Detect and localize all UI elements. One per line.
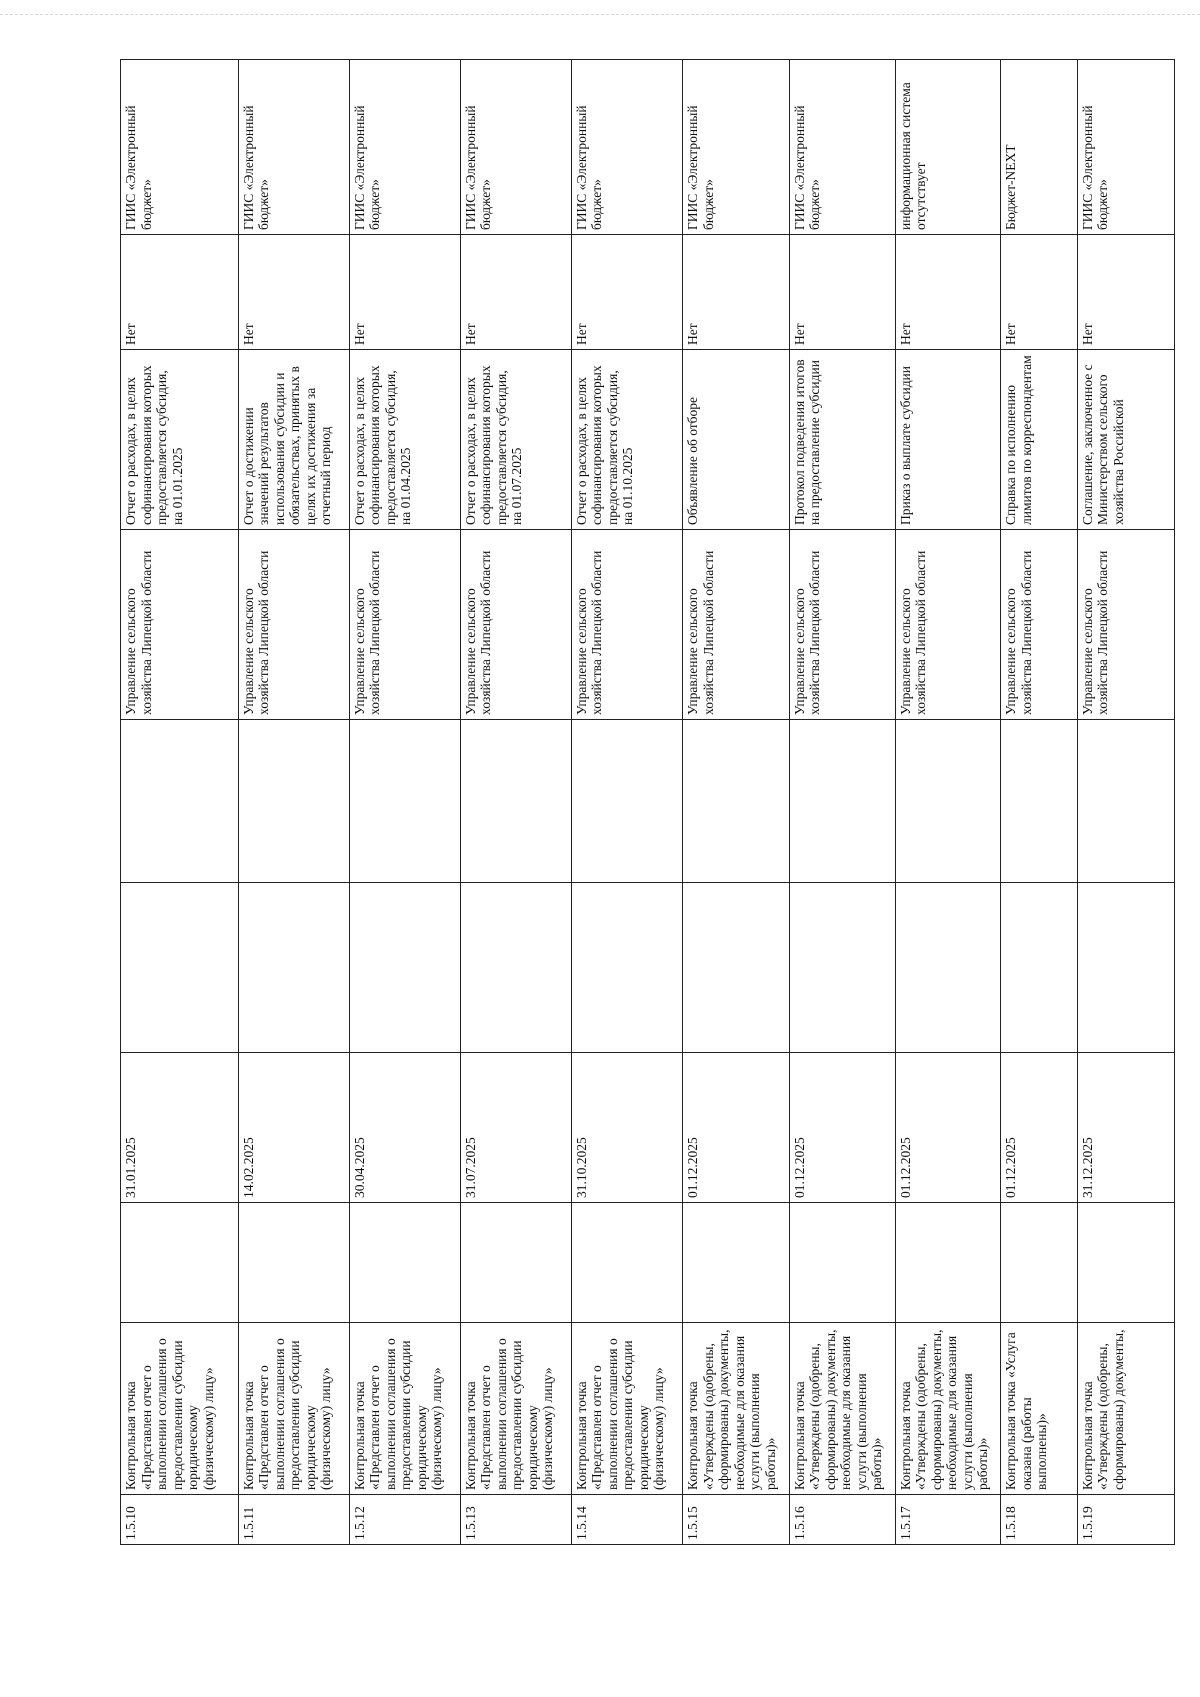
cell-sign-flag: Нет: [1001, 235, 1078, 350]
page-top-dashed-line: [0, 14, 1200, 15]
cell-end-date: 01.12.2025: [1001, 1053, 1078, 1203]
rotated-page-area: [120, 60, 1175, 1545]
cell-responsible: [789, 883, 895, 1053]
cell-start-date: [789, 1203, 895, 1323]
cell-info-system: ГИИС «Электронный бюджет»: [789, 60, 895, 235]
cell-checkpoint-name: Контрольная точка «Утверждены (одобрены, сформированы) документы, необходимые для оказания услуги (выполнения работы)»: [895, 1323, 1001, 1495]
table-row: [349, 60, 460, 1545]
cell-info-system: ГИИС «Электронный бюджет»: [238, 60, 349, 235]
table-row: [238, 60, 349, 1545]
cell-info-system: информационная система отсутствует: [895, 60, 1001, 235]
cell-organization: Управление сельского хозяйства Липецкой области: [683, 530, 790, 720]
cell-executor: [571, 720, 682, 883]
cell-info-system: ГИИС «Электронный бюджет»: [121, 60, 239, 235]
cell-start-date: [238, 1203, 349, 1323]
cell-sign-flag: Нет: [895, 235, 1001, 350]
cell-document: Приказ о выплате субсидии: [895, 350, 1001, 530]
cell-executor: [460, 720, 571, 883]
cell-responsible: [349, 883, 460, 1053]
cell-organization: Управление сельского хозяйства Липецкой области: [895, 530, 1001, 720]
cell-checkpoint-name: Контрольная точка «Представлен отчет о выполнении соглашения о предоставлении субсидии юридическому (физическому) лицу»: [121, 1323, 239, 1495]
cell-end-date: 01.12.2025: [895, 1053, 1001, 1203]
cell-responsible: [1077, 883, 1174, 1053]
cell-row-number: 1.5.17: [895, 1495, 1001, 1545]
cell-responsible: [571, 883, 682, 1053]
cell-executor: [349, 720, 460, 883]
cell-checkpoint-name: Контрольная точка «Утверждены (одобрены, сформированы) документы, необходимые для оказания услуги (выполнения работы)»: [683, 1323, 790, 1495]
cell-document: Отчет о расходах, в целях софинансирования которых предоставляется субсидия, на 01.01.2025: [121, 350, 239, 530]
cell-document: Справка по исполнению лимитов по корреспондентам: [1001, 350, 1078, 530]
cell-organization: Управление сельского хозяйства Липецкой области: [349, 530, 460, 720]
cell-executor: [1001, 720, 1078, 883]
cell-checkpoint-name: Контрольная точка «Услуга оказана (работы выполнены)»: [1001, 1323, 1078, 1495]
cell-organization: Управление сельского хозяйства Липецкой области: [460, 530, 571, 720]
cell-responsible: [683, 883, 790, 1053]
cell-sign-flag: Нет: [683, 235, 790, 350]
cell-start-date: [1077, 1203, 1174, 1323]
rotated-table-wrapper: [120, 60, 1175, 1545]
cell-organization: Управление сельского хозяйства Липецкой области: [238, 530, 349, 720]
cell-checkpoint-name: Контрольная точка «Представлен отчет о выполнении соглашения о предоставлении субсидии юридическому (физическому) лицу»: [349, 1323, 460, 1495]
table-row: [895, 60, 1001, 1545]
cell-start-date: [460, 1203, 571, 1323]
cell-organization: Управление сельского хозяйства Липецкой области: [789, 530, 895, 720]
cell-row-number: 1.5.16: [789, 1495, 895, 1545]
cell-info-system: ГИИС «Электронный бюджет»: [349, 60, 460, 235]
table-row: [1001, 60, 1078, 1545]
cell-info-system: ГИИС «Электронный бюджет»: [571, 60, 682, 235]
cell-executor: [789, 720, 895, 883]
cell-row-number: 1.5.18: [1001, 1495, 1078, 1545]
table-row: [121, 60, 239, 1545]
cell-checkpoint-name: Контрольная точка «Представлен отчет о выполнении соглашения о предоставлении субсидии юридическому (физическому) лицу»: [571, 1323, 682, 1495]
cell-start-date: [1001, 1203, 1078, 1323]
cell-start-date: [349, 1203, 460, 1323]
table-row: [789, 60, 895, 1545]
cell-document: Отчет о расходах, в целях софинансирования которых предоставляется субсидия, на 01.10.2025: [571, 350, 682, 530]
cell-document: Протокол подведения итогов на предоставление субсидии: [789, 350, 895, 530]
cell-sign-flag: Нет: [571, 235, 682, 350]
cell-checkpoint-name: Контрольная точка «Представлен отчет о выполнении соглашения о предоставлении субсидии юридическому (физическому) лицу»: [238, 1323, 349, 1495]
cell-row-number: 1.5.19: [1077, 1495, 1174, 1545]
cell-row-number: 1.5.14: [571, 1495, 682, 1545]
cell-sign-flag: Нет: [1077, 235, 1174, 350]
cell-executor: [238, 720, 349, 883]
cell-end-date: 31.01.2025: [121, 1053, 239, 1203]
cell-row-number: 1.5.15: [683, 1495, 790, 1545]
cell-executor: [1077, 720, 1174, 883]
cell-info-system: ГИИС «Электронный бюджет»: [460, 60, 571, 235]
cell-sign-flag: Нет: [460, 235, 571, 350]
cell-end-date: 30.04.2025: [349, 1053, 460, 1203]
cell-start-date: [571, 1203, 682, 1323]
cell-info-system: Бюджет-NEXT: [1001, 60, 1078, 235]
cell-start-date: [121, 1203, 239, 1323]
cell-end-date: 01.12.2025: [683, 1053, 790, 1203]
cell-sign-flag: Нет: [789, 235, 895, 350]
cell-responsible: [238, 883, 349, 1053]
cell-executor: [895, 720, 1001, 883]
cell-sign-flag: Нет: [238, 235, 349, 350]
cell-row-number: 1.5.12: [349, 1495, 460, 1545]
cell-info-system: ГИИС «Электронный бюджет»: [683, 60, 790, 235]
cell-organization: Управление сельского хозяйства Липецкой области: [1077, 530, 1174, 720]
cell-organization: Управление сельского хозяйства Липецкой области: [121, 530, 239, 720]
checkpoints-table: [120, 59, 1175, 1545]
cell-responsible: [895, 883, 1001, 1053]
cell-document: Отчет о достижении значений результатов использования субсидии и обязательствах, принятых в целях их достижения за отчетный период: [238, 350, 349, 530]
cell-end-date: 31.07.2025: [460, 1053, 571, 1203]
cell-checkpoint-name: Контрольная точка «Утверждены (одобрены, сформированы) документы, необходимые для оказания услуги (выполнения работы)»: [789, 1323, 895, 1495]
cell-responsible: [1001, 883, 1078, 1053]
cell-document: Отчет о расходах, в целях софинансирования которых предоставляется субсидия, на 01.07.2025: [460, 350, 571, 530]
cell-end-date: 01.12.2025: [789, 1053, 895, 1203]
cell-executor: [121, 720, 239, 883]
table-row: [683, 60, 790, 1545]
cell-organization: Управление сельского хозяйства Липецкой области: [1001, 530, 1078, 720]
table-row: [571, 60, 682, 1545]
cell-end-date: 14.02.2025: [238, 1053, 349, 1203]
cell-sign-flag: Нет: [121, 235, 239, 350]
cell-responsible: [121, 883, 239, 1053]
cell-start-date: [683, 1203, 790, 1323]
cell-row-number: 1.5.11: [238, 1495, 349, 1545]
cell-executor: [683, 720, 790, 883]
table-row: [460, 60, 571, 1545]
cell-sign-flag: Нет: [349, 235, 460, 350]
cell-responsible: [460, 883, 571, 1053]
cell-document: Соглашение, заключенное с Министерством сельского хозяйства Российской: [1077, 350, 1174, 530]
cell-info-system: ГИИС «Электронный бюджет»: [1077, 60, 1174, 235]
cell-checkpoint-name: Контрольная точка «Утверждены (одобрены, сформированы) документы,: [1077, 1323, 1174, 1495]
cell-document: Объявление об отборе: [683, 350, 790, 530]
cell-end-date: 31.10.2025: [571, 1053, 682, 1203]
cell-checkpoint-name: Контрольная точка «Представлен отчет о выполнении соглашения о предоставлении субсидии юридическому (физическому) лицу»: [460, 1323, 571, 1495]
cell-organization: Управление сельского хозяйства Липецкой области: [571, 530, 682, 720]
table-row: [1077, 60, 1174, 1545]
cell-end-date: 31.12.2025: [1077, 1053, 1174, 1203]
cell-row-number: 1.5.13: [460, 1495, 571, 1545]
cell-row-number: 1.5.10: [121, 1495, 239, 1545]
cell-start-date: [895, 1203, 1001, 1323]
cell-document: Отчет о расходах, в целях софинансирования которых предоставляется субсидия, на 01.04.2025: [349, 350, 460, 530]
